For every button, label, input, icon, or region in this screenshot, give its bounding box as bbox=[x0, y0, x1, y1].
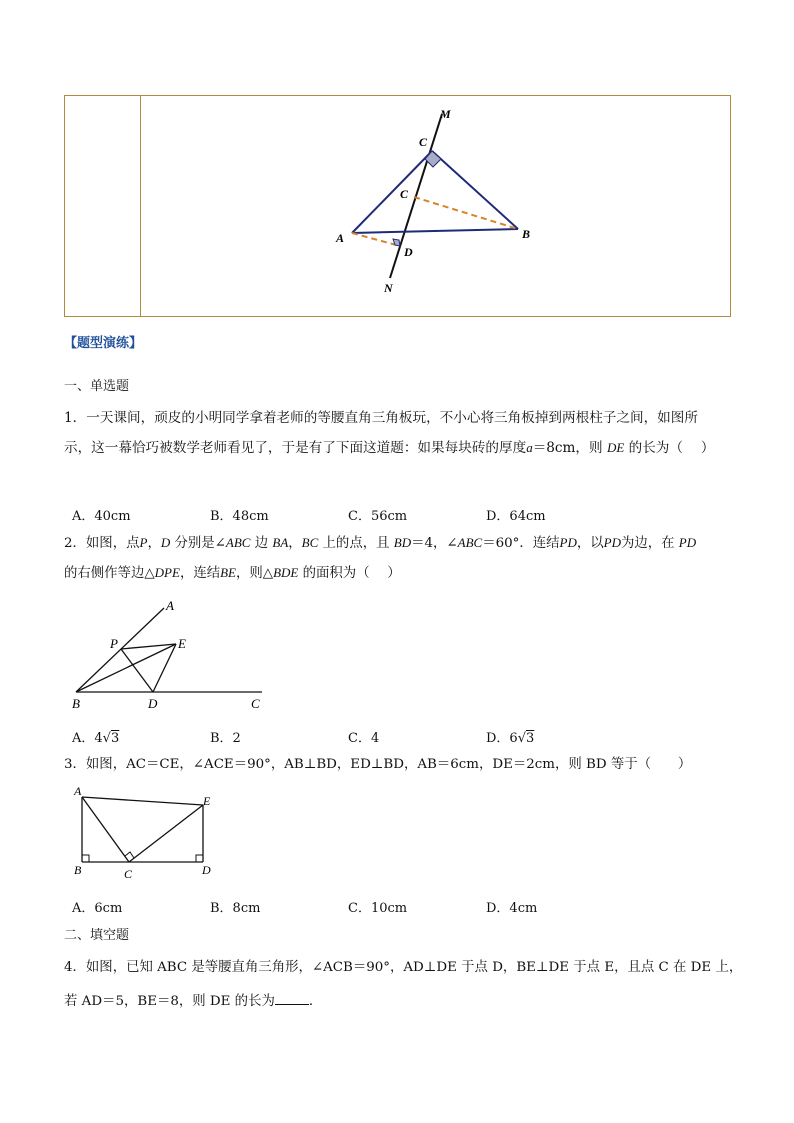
q2-text: ＝4，∠ bbox=[411, 536, 458, 551]
ray-ba bbox=[76, 608, 164, 692]
side-ac bbox=[352, 151, 432, 233]
q2-text: ，连结 bbox=[179, 566, 221, 581]
q1-option-b[interactable]: B．48cm bbox=[210, 509, 269, 524]
q2-line2 bbox=[64, 566, 401, 581]
label-m: M bbox=[440, 107, 451, 121]
q3-label-b: B bbox=[74, 863, 82, 877]
q4-line1: 4．如图，已知 ABC 是等腰直角三角形，∠ACB＝90°，AD⊥DE 于点 D，BE⊥DE 于点 E，且点 C 在 DE 上， bbox=[64, 960, 743, 975]
seg-ce bbox=[129, 805, 203, 862]
q3-text: 3．如图，AC＝CE，∠ACE＝90°，AB⊥BD，ED⊥BD，AB＝6cm，DE＝2cm，则 BD 等于（ ） bbox=[64, 757, 692, 772]
label-c-mid: C bbox=[400, 187, 409, 201]
var-abc: ABC bbox=[457, 535, 483, 550]
q4-line2-text: 若 AD＝5，BE＝8，则 DE 的长为 bbox=[64, 994, 275, 1009]
section-title-single-choice: 一、单选题 bbox=[64, 379, 130, 394]
q2-line1 bbox=[64, 536, 696, 551]
diagram-bricks-triangle bbox=[300, 100, 560, 300]
q3-option-a[interactable]: A．6cm bbox=[72, 901, 123, 916]
q2-label-c: C bbox=[251, 696, 260, 711]
diagram-q2 bbox=[66, 596, 276, 716]
q1-line2-a: 示，这一幕恰巧被数学老师看见了，于是有了下面这道题：如果每块砖的厚度 bbox=[64, 440, 527, 456]
q1-line2-b: ＝8cm，则 bbox=[532, 440, 603, 456]
q2-option-c[interactable]: C．4 bbox=[348, 731, 380, 746]
var-a: a bbox=[526, 440, 533, 455]
q2-text: ＝60°．连结 bbox=[482, 536, 560, 551]
var-de: DE bbox=[606, 440, 625, 455]
var-p: P bbox=[139, 535, 148, 550]
right-angle-b bbox=[82, 855, 89, 862]
q1-line2-c: 的长为（ ） bbox=[628, 440, 715, 456]
q2-option-d-root: 3 bbox=[526, 731, 535, 746]
line-mn bbox=[390, 114, 442, 278]
diagram-q3 bbox=[66, 782, 226, 882]
q1-option-d[interactable]: D．64cm bbox=[486, 509, 546, 524]
var-pd: PD bbox=[678, 535, 697, 550]
frame-divider bbox=[140, 95, 141, 317]
q2-option-a-text: A．4 bbox=[72, 731, 103, 746]
q2-text: ， bbox=[288, 536, 302, 551]
right-angle-d bbox=[196, 855, 203, 862]
answer-blank[interactable] bbox=[275, 992, 309, 1005]
section-title-fill-blank: 二、填空题 bbox=[64, 928, 130, 943]
q2-text: 上的点，且 bbox=[322, 536, 390, 551]
side-cb bbox=[432, 151, 518, 229]
q1-line1: 1．一天课间，顽皮的小明同学拿着老师的等腰直角三角板玩，不小心将三角板掉到两根柱子之间，如图所 bbox=[64, 410, 698, 426]
q3-label-a: A bbox=[74, 784, 82, 798]
q2-label-e: E bbox=[178, 636, 186, 651]
q3-label-e: E bbox=[203, 794, 211, 808]
label-c-top: C bbox=[419, 135, 428, 149]
q2-option-b[interactable]: B．2 bbox=[210, 731, 241, 746]
var-bc: BC bbox=[301, 535, 319, 550]
q2-option-a-root: 3 bbox=[110, 731, 120, 746]
q2-label-d: D bbox=[148, 696, 158, 711]
q2-text: 为边，在 bbox=[620, 536, 675, 551]
label-n: N bbox=[384, 281, 393, 295]
var-bde: BDE bbox=[273, 565, 299, 580]
var-dpe: DPE bbox=[154, 565, 180, 580]
q2-text: ， bbox=[147, 536, 161, 551]
var-abc: ABC bbox=[225, 535, 251, 550]
sqrt-icon: √ bbox=[102, 731, 111, 746]
q2-text: ，以 bbox=[576, 536, 604, 551]
seg-pd bbox=[121, 649, 153, 692]
q3-option-c[interactable]: C．10cm bbox=[348, 901, 408, 916]
right-angle-c bbox=[425, 151, 441, 167]
q3-option-d[interactable]: D．4cm bbox=[486, 901, 538, 916]
var-pd: PD bbox=[603, 535, 621, 550]
q2-label-a: A bbox=[166, 598, 174, 613]
q2-option-d[interactable] bbox=[486, 727, 534, 746]
var-ba: BA bbox=[272, 535, 289, 550]
q2-text: 的右侧作等边△ bbox=[64, 566, 155, 581]
q2-text: 分别是∠ bbox=[174, 536, 226, 551]
q2-text: ，则△ bbox=[236, 566, 274, 581]
q3-label-c: C bbox=[124, 867, 133, 881]
q1-line2 bbox=[64, 441, 715, 455]
q2-option-a[interactable] bbox=[72, 727, 119, 746]
var-pd: PD bbox=[559, 535, 577, 550]
var-be: BE bbox=[220, 565, 236, 580]
q2-label-p: P bbox=[110, 636, 118, 651]
seg-ae bbox=[82, 797, 203, 805]
q2-text: 边 bbox=[254, 536, 269, 551]
section-tag: 【题型演练】 bbox=[64, 336, 143, 351]
seg-be bbox=[76, 644, 176, 692]
label-b: B bbox=[522, 227, 531, 241]
sqrt-icon: √ bbox=[517, 731, 526, 746]
q3-label-d: D bbox=[202, 863, 211, 877]
seg-de bbox=[153, 644, 176, 692]
dashed-be bbox=[414, 197, 518, 229]
q2-text: 的面积为（ ） bbox=[302, 566, 401, 581]
q1-option-c[interactable]: C．56cm bbox=[348, 509, 408, 524]
right-angle-c bbox=[125, 852, 134, 858]
var-bd: BD bbox=[393, 535, 412, 550]
q2-label-b: B bbox=[72, 696, 80, 711]
q3-option-b[interactable]: B．8cm bbox=[210, 901, 261, 916]
side-ab bbox=[352, 229, 518, 233]
q4-line2 bbox=[64, 992, 322, 1009]
q2-option-d-text: D．6 bbox=[486, 731, 518, 746]
q2-text: 2．如图，点 bbox=[64, 536, 140, 551]
label-a: A bbox=[336, 231, 345, 245]
q4-line2-end: ． bbox=[308, 994, 323, 1009]
label-d: D bbox=[404, 245, 413, 259]
var-d: D bbox=[160, 535, 171, 550]
seg-ac bbox=[82, 797, 129, 862]
q1-option-a[interactable]: A．40cm bbox=[72, 509, 131, 524]
